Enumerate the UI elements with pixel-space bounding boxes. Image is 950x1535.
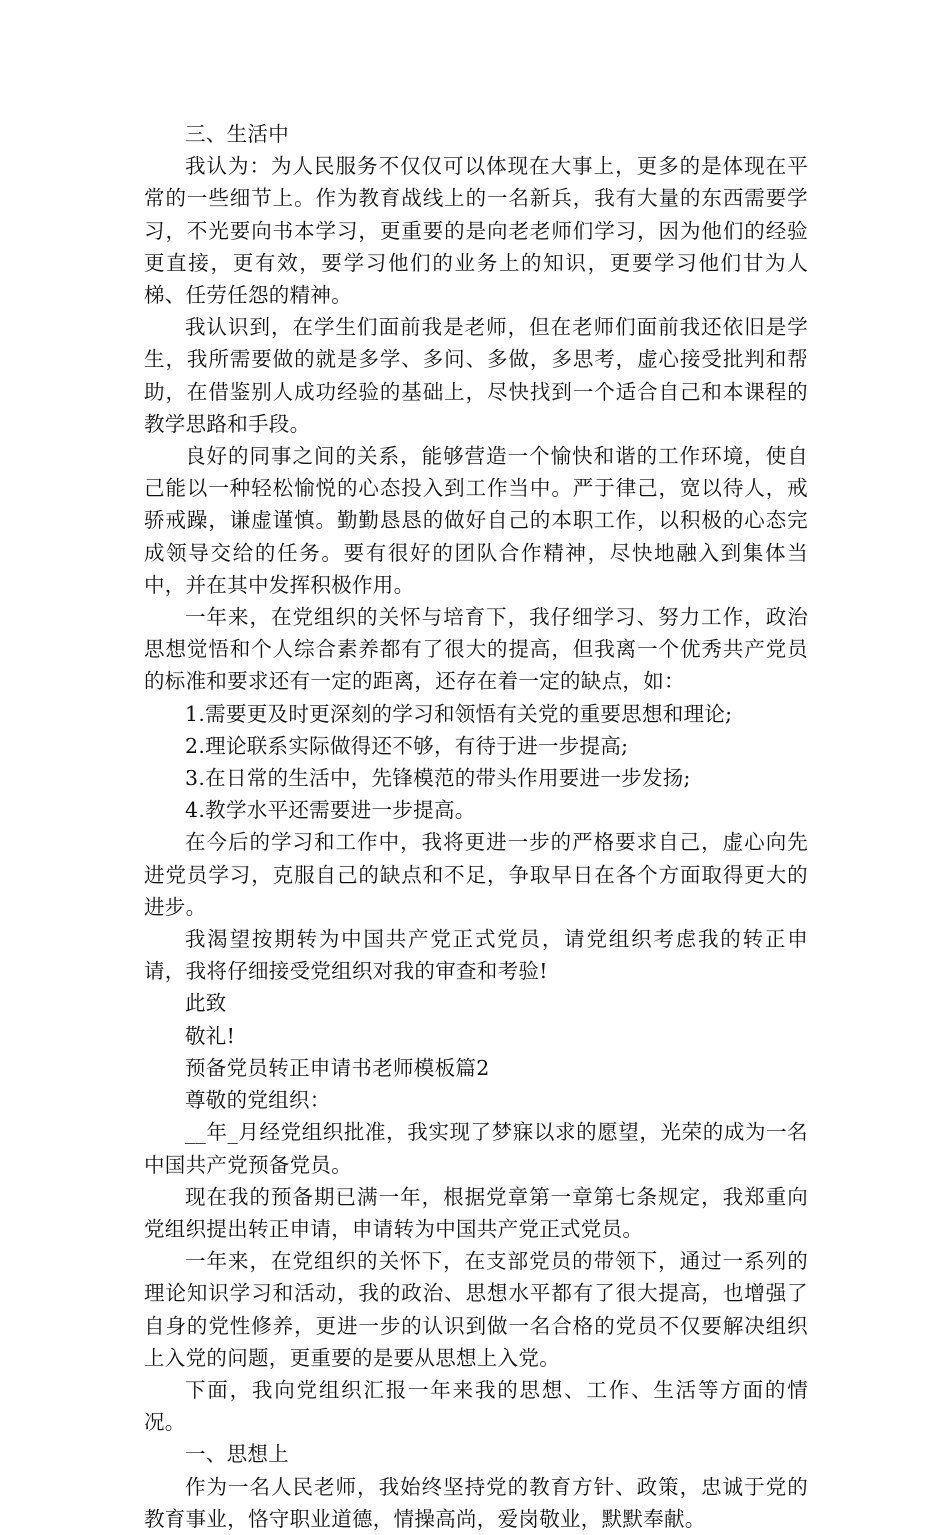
list-item: 4.教学水平还需要进一步提高。 (185, 798, 476, 823)
paragraph: 我渴望按期转为中国共产党正式党员，请党组织考虑我的转正申请，我将仔细接受党组织对我的审查和考验! (144, 927, 808, 984)
paragraph: 下面，我向党组织汇报一年来我的思想、工作、生活等方面的情况。 (144, 1377, 808, 1435)
section-heading-life: 三、生活中 (185, 122, 289, 146)
paragraph: 作为一名人民老师，我始终坚持党的教育方针、政策，忠诚于党的教育事业，恪守职业道德，情操高尚，爱岗敬业，默默奉献。 (144, 1474, 808, 1531)
article-title: 预备党员转正申请书老师模板篇2 (185, 1055, 490, 1080)
paragraph: 一年来，在党组织的关怀下，在支部党员的带领下，通过一系列的理论知识学习和活动，我的政治、思想水平都有了很大提高，也增强了自身的党性修养，更进一步的认识到做一名合格的党员不仅要解决组织上入党的问题，更重要的是要从思想上入党。 (144, 1249, 808, 1370)
section-heading-thought: 一、思想上 (185, 1442, 289, 1467)
paragraph: 良好的同事之间的关系，能够营造一个愉快和谐的工作环境，使自己能以一种轻松愉悦的心态投入到工作当中。严于律己，宽以待人，戒骄戒躁，谦虚谨慎。勤勤恳恳的做好自己的本职工作，以积极的心态完成领导交给的任务。要有很好的团队合作精神，尽快地融入到集体当中，并在其中发挥积极作用。 (144, 444, 808, 597)
paragraph: __年_月经党组织批准，我实现了梦寐以求的愿望，光荣的成为一名中国共产党预备党员。 (144, 1120, 808, 1177)
paragraph: 我认为：为人民服务不仅仅可以体现在大事上，更多的是体现在平常的一些细节上。作为教育战线上的一名新兵，我有大量的东西需要学习，不光要向书本学习，更重要的是向老老师们学习，因为他们的经验更直接，更有效，要学习他们的业务上的知识，更要学习他们甘为人梯、任劳任怨的精神。 (144, 154, 808, 308)
paragraph: 在今后的学习和工作中，我将更进一步的严格要求自己，虚心向先进党员学习，克服自己的缺点和不足，争取早日在各个方面取得更大的进步。 (144, 830, 808, 919)
paragraph: 我认识到，在学生们面前我是老师，但在老师们面前我还依旧是学生，我所需要做的就是多学、多问、多做，多思考，虚心接受批判和帮助，在借鉴别人成功经验的基础上，尽快找到一个适合自己和本课程的教学思路和手段。 (144, 315, 808, 436)
closing-line: 此致 (185, 991, 227, 1016)
list-item: 1.需要更及时更深刻的学习和领悟有关党的重要思想和理论; (185, 701, 733, 726)
list-item: 2.理论联系实际做得还不够，有待于进一步提高; (185, 733, 629, 758)
closing-salutation: 敬礼! (185, 1023, 236, 1048)
list-item: 3.在日常的生活中，先锋模范的带头作用要进一步发扬; (185, 766, 691, 791)
paragraph: 现在我的预备期已满一年，根据党章第一章第七条规定，我郑重向党组织提出转正申请，申请转为中国共产党正式党员。 (144, 1184, 808, 1241)
document-body (144, 118, 808, 1535)
paragraph: 一年来，在党组织的关怀与培育下，我仔细学习、努力工作，政治思想觉悟和个人综合素养都有了很大的提高，但我离一个优秀共产党员的标准和要求还有一定的距离，还存在着一定的缺点，如： (144, 605, 808, 694)
salutation: 尊敬的党组织： (185, 1088, 331, 1113)
